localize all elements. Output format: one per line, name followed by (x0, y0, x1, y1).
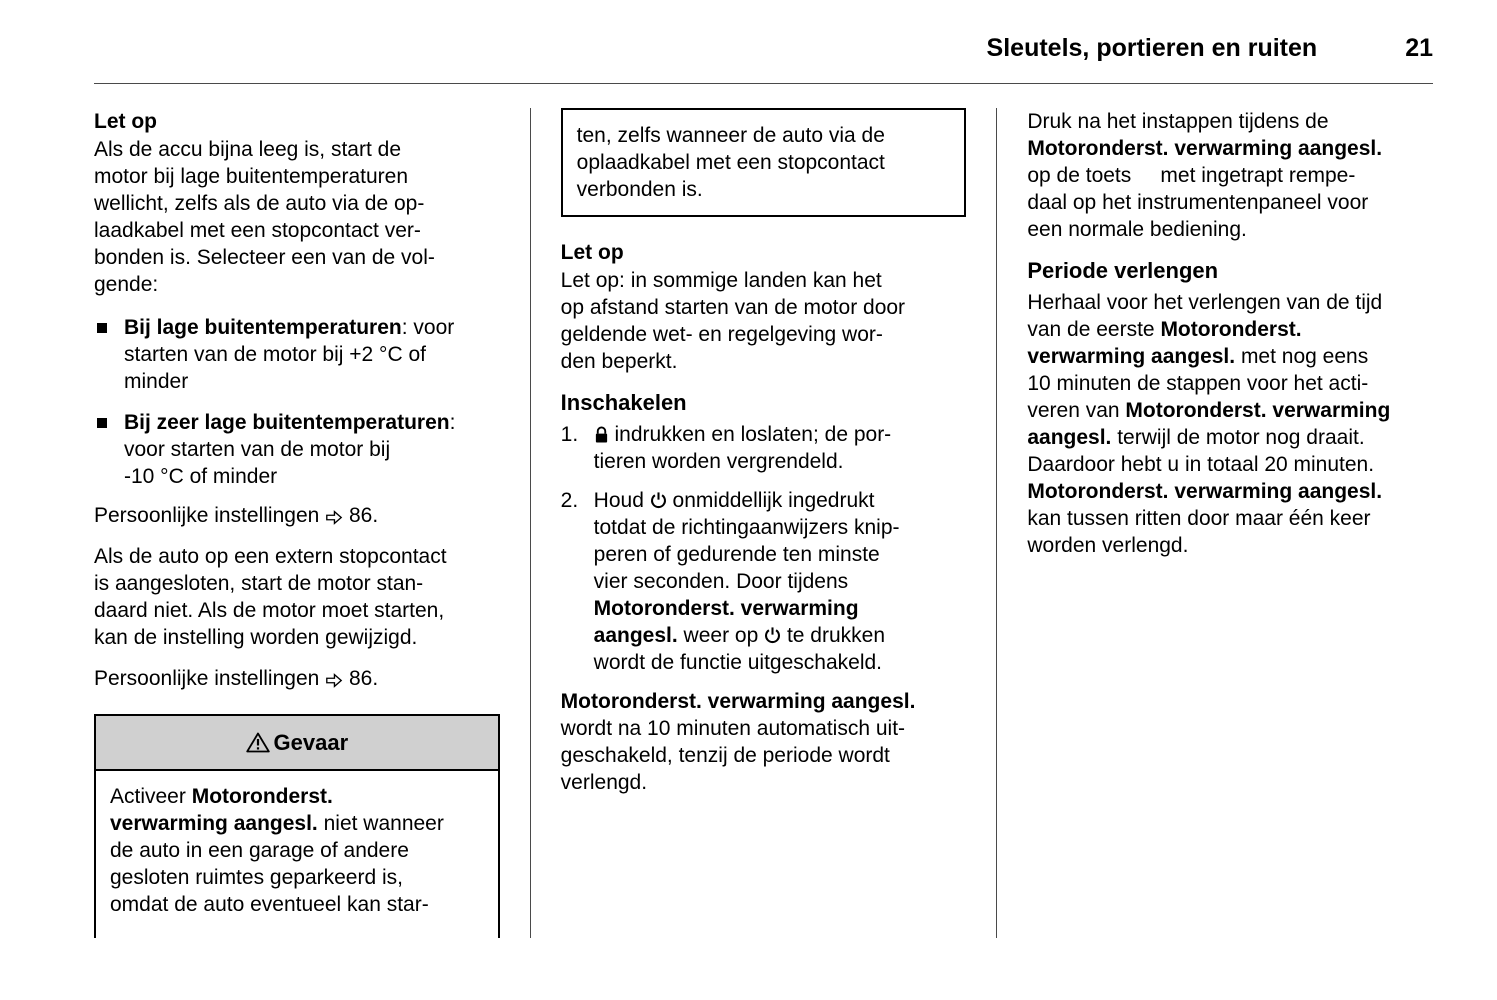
warning-icon (246, 732, 270, 753)
section-heading-extend: Periode verlengen (1027, 258, 1219, 283)
settings-reference: Persoonlijke instellingen 86. (94, 504, 379, 527)
bullet-square-icon (97, 323, 107, 333)
paragraph-extend-period: Herhaal voor het verlengen van de tijd van de eerste Motoronderst. verwarming aangesl. met nog eens 10 minuten de stappen voor het acti- veren van Motoronderst. verwarming aangesl. terwijl de motor nog draait. Daardoor hebt u in totaal 20 minuten. Motoronderst. verwarming aangesl. kan tussen ritten door maar één keer worden verlengd. (1027, 291, 1391, 557)
page-ref-arrow-icon (325, 510, 343, 525)
remote-start-icon (764, 626, 781, 645)
note-paragraph: Let op: in sommige landen kan het op afstand starten van de motor door geldende wet- en regelgeving wor- den beperkt. (560, 269, 906, 373)
paragraph-external-socket: Als de auto op een extern stopcontact is aangesloten, start de motor stan- daard niet. Als de motor moet starten, kan de instelling worden gewijzigd. (94, 545, 447, 649)
content-columns (94, 108, 1433, 938)
bullet-item (94, 409, 500, 490)
numbered-step (561, 487, 967, 676)
paragraph-auto-off: Motoronderst. verwarming aangesl. wordt na 10 minuten automatisch uit- geschakeld, tenzij de periode wordt verlengd. (560, 690, 916, 794)
page-number: 21 (1405, 34, 1433, 62)
settings-reference: Persoonlijke instellingen 86. (94, 667, 379, 690)
section-title: Sleutels, portieren en ruiten (986, 34, 1318, 62)
bullet-item (94, 314, 500, 395)
column-1 (94, 108, 530, 938)
note-heading: Let op (560, 241, 624, 264)
page-header (94, 26, 1433, 63)
bullet-text: Bij lage buitentemperaturen: voor starten van de motor bij +2 °C of minder (124, 316, 455, 393)
lock-icon (594, 425, 609, 444)
header-divider (94, 83, 1433, 84)
column-3 (996, 108, 1433, 938)
page-ref-arrow-icon (325, 673, 343, 688)
paragraph-normal-operation: Druk na het instappen tijdens de Motoronderst. verwarming aangesl. op de toets met ingetrapt rempe- daal op het instrumentenpaneel voor een normale bediening. (1027, 110, 1383, 241)
step-text: Houd onmiddellijk ingedrukt totdat de richtingaanwijzers knip- peren of gedurende ten minste vier seconden. Door tijdens Motoronderst. verwarming aangesl. weer op te drukken wordt de functie uitgeschakeld. (593, 489, 900, 674)
danger-continuation-box: ten, zelfs wanneer de auto via de oplaadkabel met een stopcontact verbonden is. (561, 108, 967, 217)
danger-box-header (96, 716, 498, 771)
danger-box (94, 714, 500, 938)
danger-box-body: Activeer Motoronderst. verwarming aangesl. niet wanneer de auto in een garage of andere gesloten ruimtes geparkeerd is, omdat de auto eventueel kan star- (110, 785, 444, 916)
step-number: 2. (560, 489, 579, 512)
note-paragraph: Als de accu bijna leeg is, start de motor bij lage buitentemperaturen wellicht, zelfs als de auto via de op- laadkabel met een stopcontact ver- bonden is. Selecteer een van de vol- gende: (94, 138, 435, 296)
numbered-step (561, 421, 967, 475)
danger-title: Gevaar (273, 730, 349, 755)
bullet-text: Bij zeer lage buitentemperaturen: voor starten van de motor bij -10 °C of minder (124, 411, 456, 488)
remote-start-icon (650, 491, 667, 510)
step-text: indrukken en loslaten; de por- tieren worden vergrendeld. (593, 423, 892, 473)
section-heading-enable: Inschakelen (560, 390, 687, 415)
note-heading: Let op (94, 110, 157, 133)
column-2 (530, 108, 997, 938)
step-number: 1. (560, 423, 579, 446)
bullet-square-icon (97, 418, 107, 428)
